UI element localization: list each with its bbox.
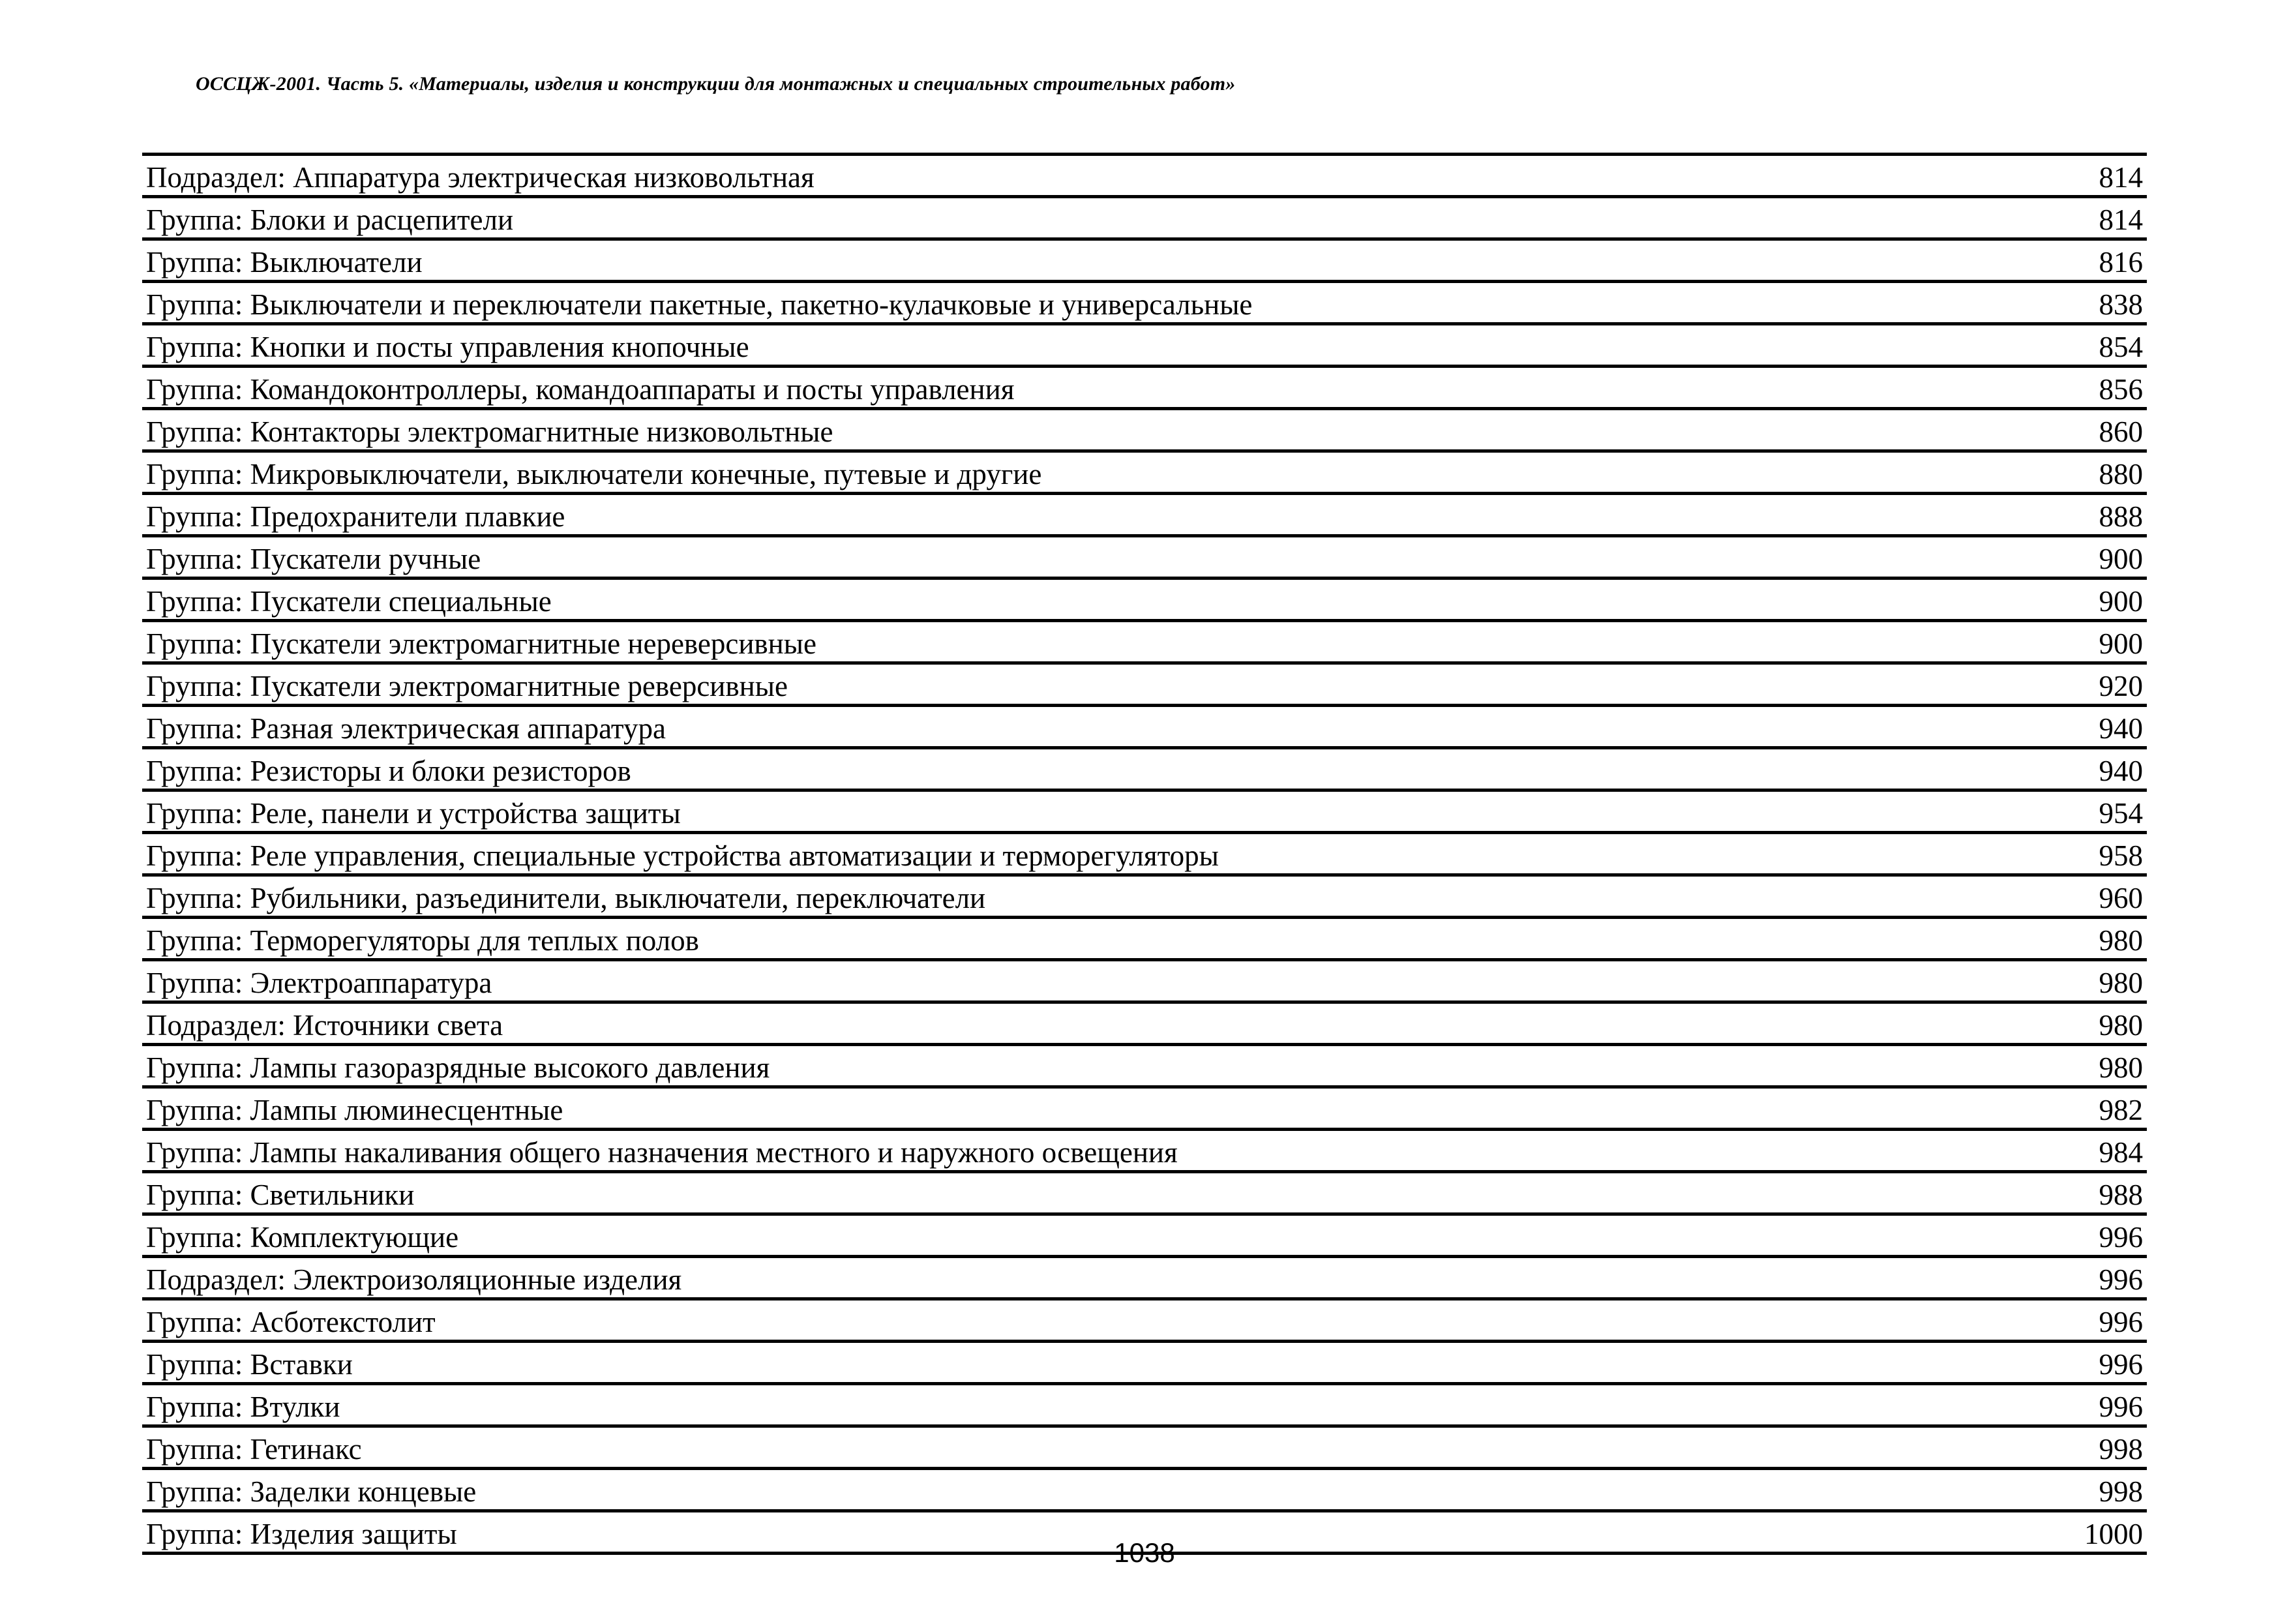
toc-entry-label: Группа: Лампы газоразрядные высокого давления: [146, 1051, 770, 1084]
toc-entry-page: 940: [2099, 712, 2143, 745]
toc-row: [142, 495, 2147, 537]
page-number: 1038: [1114, 1537, 1175, 1568]
toc-row: [142, 749, 2147, 792]
toc-entry-page: 958: [2099, 839, 2143, 872]
toc-entry-page: 988: [2099, 1179, 2143, 1211]
toc-entry-page: 900: [2099, 543, 2143, 575]
toc-entry-page: 880: [2099, 458, 2143, 490]
toc-entry-page: 1000: [2084, 1518, 2143, 1550]
toc-entry-label: Группа: Лампы люминесцентные: [146, 1094, 563, 1126]
toc-entry-label: Группа: Электроаппаратура: [146, 967, 492, 999]
toc-entry-page: 998: [2099, 1433, 2143, 1466]
toc-entry-label: Группа: Кнопки и посты управления кнопочные: [146, 331, 749, 363]
toc-entry-label: Группа: Пускатели электромагнитные нереверсивные: [146, 627, 816, 660]
toc-row: [142, 537, 2147, 580]
toc-entry-page: 996: [2099, 1221, 2143, 1254]
toc-entry-page: 996: [2099, 1348, 2143, 1381]
toc-entry-page: 900: [2099, 585, 2143, 618]
toc-entry-label: Группа: Командоконтроллеры, командоаппараты и посты управления: [146, 373, 1015, 406]
running-header: ОССЦЖ-2001. Часть 5. «Материалы, изделия и конструкции для монтажных и специальных строительных работ»: [196, 73, 1236, 95]
toc-row: [142, 665, 2147, 707]
toc-entry-label: Группа: Изделия защиты: [146, 1518, 457, 1550]
toc-entry-label: Группа: Пускатели специальные: [146, 585, 552, 618]
toc-entry-label: Группа: Резисторы и блоки резисторов: [146, 755, 631, 787]
toc-entry-page: 980: [2099, 967, 2143, 999]
toc-entry-label: Группа: Асботекстолит: [146, 1306, 436, 1338]
toc-row: [142, 241, 2147, 283]
toc-entry-page: 996: [2099, 1306, 2143, 1338]
toc-row: [142, 1343, 2147, 1385]
toc-row: [142, 1173, 2147, 1216]
toc-entry-label: Группа: Комплектующие: [146, 1221, 459, 1254]
toc-row: [142, 834, 2147, 877]
toc-entry-label: Группа: Выключатели и переключатели пакетные, пакетно-кулачковые и универсальные: [146, 288, 1253, 321]
toc-row: [142, 580, 2147, 622]
toc-row: [142, 410, 2147, 453]
toc-entry-label: Группа: Втулки: [146, 1391, 340, 1423]
toc-entry-page: 996: [2099, 1263, 2143, 1296]
toc-entry-page: 816: [2099, 246, 2143, 278]
toc-row: [142, 1258, 2147, 1301]
toc-row: [142, 1301, 2147, 1343]
toc-entry-page: 998: [2099, 1475, 2143, 1508]
toc-entry-label: Группа: Предохранители плавкие: [146, 500, 565, 533]
toc-entry-label: Группа: Реле управления, специальные устройства автоматизации и терморегуляторы: [146, 839, 1219, 872]
toc-row: [142, 368, 2147, 410]
toc-entry-page: 854: [2099, 331, 2143, 363]
toc-entry-page: 996: [2099, 1391, 2143, 1423]
toc-row: [142, 325, 2147, 368]
toc-row: [142, 877, 2147, 919]
toc-entry-page: 838: [2099, 288, 2143, 321]
toc-entry-page: 860: [2099, 415, 2143, 448]
toc-entry-label: Группа: Контакторы электромагнитные низковольтные: [146, 415, 833, 448]
toc-row: [142, 1089, 2147, 1131]
toc-entry-label: Группа: Светильники: [146, 1179, 415, 1211]
toc-row: [142, 1385, 2147, 1428]
toc-entry-label: Подраздел: Источники света: [146, 1009, 503, 1042]
toc-row: [142, 707, 2147, 749]
toc-entry-page: 814: [2099, 203, 2143, 236]
toc-row: [142, 1216, 2147, 1258]
toc-entry-label: Группа: Гетинакс: [146, 1433, 362, 1466]
toc-entry-page: 980: [2099, 1051, 2143, 1084]
toc-row: [142, 919, 2147, 961]
toc-row: [142, 1004, 2147, 1046]
toc-entry-label: Группа: Лампы накаливания общего назначения местного и наружного освещения: [146, 1136, 1178, 1169]
toc-entry-page: 900: [2099, 627, 2143, 660]
toc-entry-label: Группа: Выключатели: [146, 246, 423, 278]
toc-entry-page: 980: [2099, 1009, 2143, 1042]
toc-row: [142, 961, 2147, 1004]
toc-entry-label: Группа: Рубильники, разъединители, выключатели, переключатели: [146, 882, 986, 914]
toc-row: [142, 283, 2147, 325]
toc-entry-page: 982: [2099, 1094, 2143, 1126]
table-of-contents: [142, 153, 2147, 1555]
toc-entry-label: Группа: Реле, панели и устройства защиты: [146, 797, 681, 830]
toc-entry-page: 920: [2099, 670, 2143, 702]
toc-entry-label: Группа: Заделки концевые: [146, 1475, 477, 1508]
toc-entry-page: 940: [2099, 755, 2143, 787]
toc-row: [142, 1131, 2147, 1173]
toc-row: [142, 156, 2147, 198]
toc-entry-label: Группа: Разная электрическая аппаратура: [146, 712, 666, 745]
toc-row: [142, 792, 2147, 834]
toc-entry-label: Группа: Микровыключатели, выключатели конечные, путевые и другие: [146, 458, 1042, 490]
toc-row: [142, 198, 2147, 241]
toc-entry-label: Группа: Пускатели ручные: [146, 543, 481, 575]
toc-entry-label: Подраздел: Аппаратура электрическая низковольтная: [146, 161, 815, 194]
toc-entry-label: Группа: Пускатели электромагнитные реверсивные: [146, 670, 788, 702]
toc-entry-page: 954: [2099, 797, 2143, 830]
toc-entry-label: Группа: Вставки: [146, 1348, 353, 1381]
toc-entry-page: 888: [2099, 500, 2143, 533]
toc-entry-page: 980: [2099, 924, 2143, 957]
toc-entry-page: 814: [2099, 161, 2143, 194]
toc-row: [142, 453, 2147, 495]
toc-row: [142, 622, 2147, 665]
toc-entry-label: Подраздел: Электроизоляционные изделия: [146, 1263, 682, 1296]
toc-row: [142, 1428, 2147, 1470]
toc-entry-page: 960: [2099, 882, 2143, 914]
toc-entry-label: Группа: Терморегуляторы для теплых полов: [146, 924, 699, 957]
toc-entry-label: Группа: Блоки и расцепители: [146, 203, 514, 236]
toc-row: [142, 1470, 2147, 1512]
toc-entry-page: 856: [2099, 373, 2143, 406]
toc-row: [142, 1046, 2147, 1089]
toc-entry-page: 984: [2099, 1136, 2143, 1169]
